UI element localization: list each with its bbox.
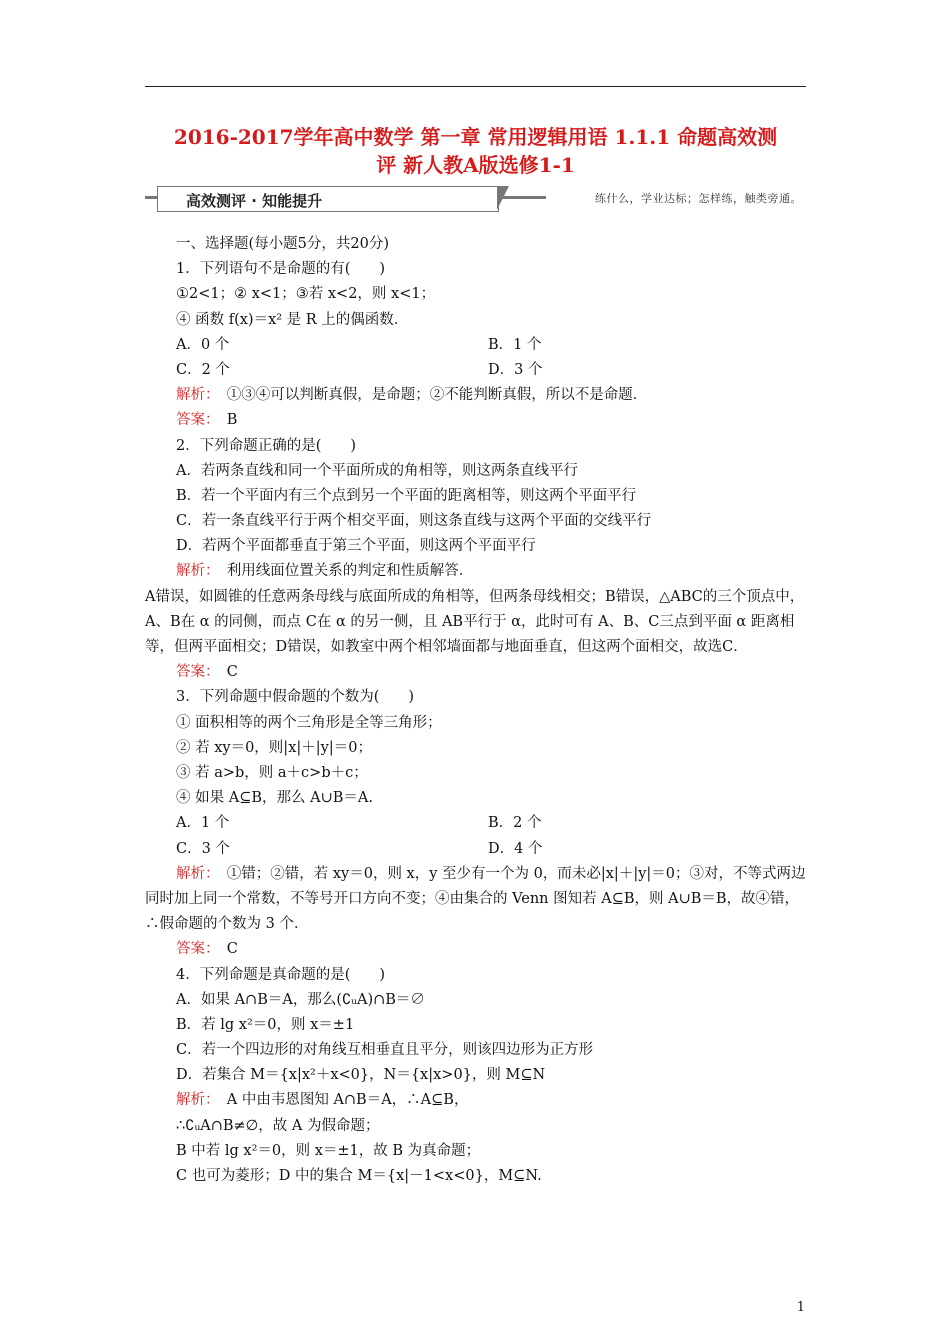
answer-label: 答案：	[176, 412, 213, 429]
analysis-label: 解析：	[176, 387, 213, 404]
question-content	[145, 232, 806, 1189]
q1-answer: 答案： B	[176, 412, 238, 429]
q3-answer: 答案： C	[176, 941, 238, 958]
banner-label: 高效测评 · 知能提升	[186, 192, 323, 210]
doc-title-line1: 2016-2017学年高中数学 第一章 常用逻辑用语 1.1.1 命题高效测	[173, 125, 778, 149]
q2-stem: 2．下列命题正确的是( )	[176, 437, 357, 454]
q3-options-ab	[176, 811, 806, 836]
q2-option-b: B．若一个平面内有三个点到另一个平面的距离相等，则这两个平面平行	[176, 487, 637, 504]
banner-notch	[497, 186, 509, 210]
q1-option-c: C．2 个	[176, 361, 230, 378]
analysis-label: 解析：	[176, 865, 213, 882]
q2-answer: 答案： C	[176, 664, 238, 681]
q2-option-c: C．若一条直线平行于两个相交平面，则这条直线与这两个平面的交线平行	[176, 513, 652, 530]
q3-stem: 3．下列命题中假命题的个数为( )	[176, 689, 415, 706]
q1-option-b: B．1 个	[488, 336, 542, 353]
q3-option-d: D．4 个	[488, 840, 543, 857]
q2-option-a: A．若两条直线和同一个平面所成的角相等，则这两条直线平行	[176, 462, 578, 479]
top-rule	[145, 86, 806, 87]
q3-option-c: C．3 个	[176, 840, 230, 857]
q1-stem: 1．下列语句不是命题的有( )	[176, 261, 386, 278]
q4-option-a: A．如果 A∩B＝A，那么(∁ᵤA)∩B＝∅	[176, 991, 425, 1008]
page-number: 1	[796, 1300, 805, 1315]
q4-analysis-2: ∴∁ᵤA∩B≠∅，故 A 为假命题；	[176, 1117, 380, 1134]
q3-option-a: A．1 个	[176, 815, 230, 832]
q4-option-c: C．若一个四边形的对角线互相垂直且平分，则该四边形为正方形	[176, 1042, 594, 1059]
q1-items-2: ④ 函数 f(x)＝x² 是 R 上的偶函数．	[176, 311, 409, 328]
q3-item-4: ④ 如果 A⊆B，那么 A∪B＝A.	[176, 790, 373, 807]
q3-item-1: ① 面积相等的两个三角形是全等三角形；	[176, 714, 442, 731]
q4-stem: 4．下列命题是真命题的是( )	[176, 966, 386, 983]
q4-analysis: 解析： A 中由韦恩图知 A∩B＝A，∴A⊆B，	[176, 1092, 469, 1109]
q2-option-d: D．若两个平面都垂直于第三个平面，则这两个平面平行	[176, 538, 536, 555]
q3-analysis: 解析： ①错；②错，若 xy＝0，则 x，y 至少有一个为 0，而未必|x|＋|y|＝0；③对，不等式两边同时加上同一个常数，不等号开口方向不变；④由集合的 Venn 图知若 A⊆B，则 A∪B＝B，故④错，∴假命题的个数为 3 个．	[145, 865, 806, 933]
analysis-label: 解析：	[176, 1092, 213, 1109]
doc-title-line2: 评 新人教A版选修1-1	[376, 153, 575, 177]
q1-analysis: 解析： ①③④可以判断真假，是命题；②不能判断真假，所以不是命题．	[176, 387, 648, 404]
q3-item-3: ③ 若 a>b，则 a＋c>b＋c；	[176, 764, 368, 781]
q1-options-cd	[176, 358, 806, 383]
q1-option-d: D．3 个	[488, 361, 543, 378]
banner-tab	[157, 186, 499, 212]
q2-explanation: A错误，如圆锥的任意两条母线与底面所成的角相等，但两条母线相交；B错误，△ABC的三个顶点中，A、B在 α 的同侧，而点 C在 α 的另一侧，且 AB平行于 α，此时可有 A、B、C三点到平面 α 距离相等，但两平面相交；D错误，如教室中两个相邻墙面都与地面垂直，但这两个面相交，故选C．	[145, 588, 805, 656]
q3-item-2: ② 若 xy＝0，则|x|＋|y|＝0；	[176, 739, 372, 756]
q4-analysis-4: C 也可为菱形；D 中的集合 M＝{x|－1<x<0}，M⊆N.	[176, 1168, 542, 1185]
q4-option-b: B．若 lg x²＝0，则 x＝±1	[176, 1016, 355, 1033]
q4-analysis-3: B 中若 lg x²＝0，则 x＝±1，故 B 为真命题；	[176, 1142, 481, 1159]
banner-note: 练什么，学业达标；怎样练，触类旁通。	[595, 192, 802, 205]
section-banner	[145, 186, 806, 210]
q1-option-a: A．0 个	[176, 336, 230, 353]
q1-options-ab	[176, 333, 806, 358]
q4-option-d: D．若集合 M＝{x|x²＋x<0}，N＝{x|x>0}，则 M⊆N	[176, 1067, 546, 1084]
answer-label: 答案：	[176, 664, 213, 681]
q1-items-1: ①2<1；② x<1；③若 x<2，则 x<1；	[176, 286, 436, 303]
q3-options-cd	[176, 837, 806, 862]
q3-option-b: B．2 个	[488, 815, 542, 832]
analysis-label: 解析：	[176, 563, 213, 580]
section-heading: 一、选择题(每小题5分，共20分)	[176, 236, 389, 252]
answer-label: 答案：	[176, 941, 213, 958]
q2-analysis: 解析： 利用线面位置关系的判定和性质解答．	[176, 563, 474, 580]
